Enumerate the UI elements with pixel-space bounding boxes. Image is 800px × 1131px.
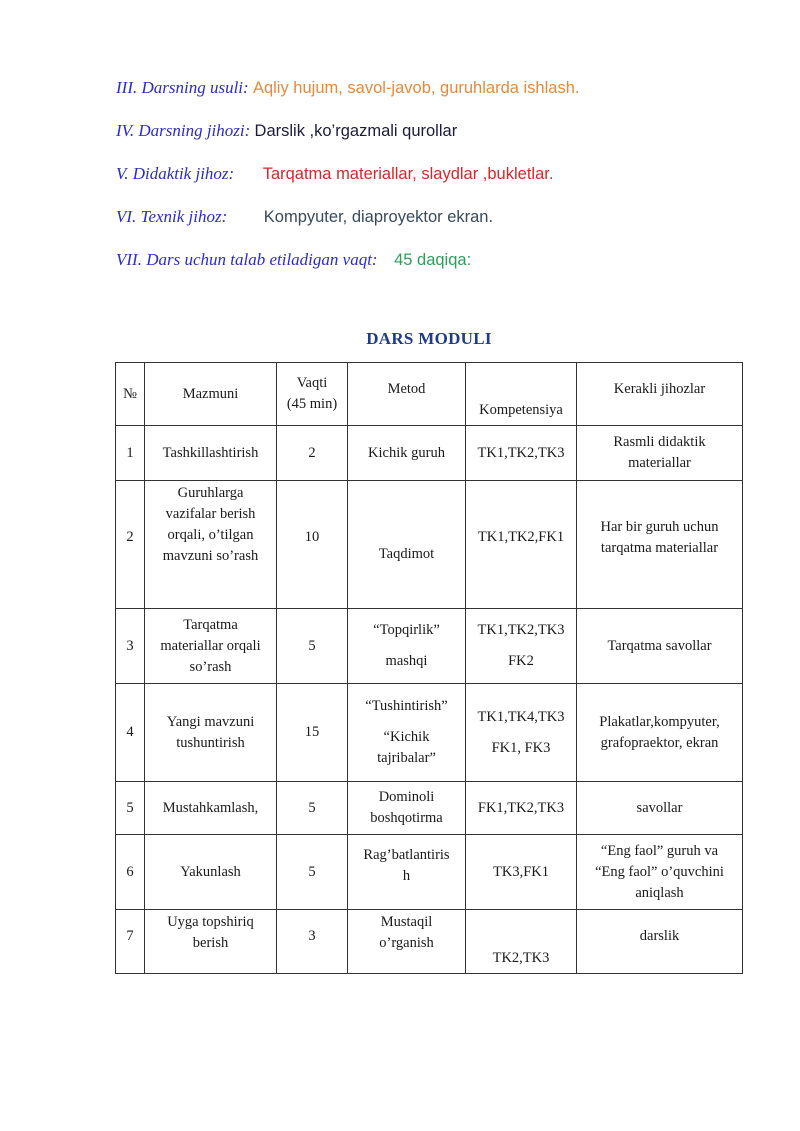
row-time: 5 <box>277 835 348 910</box>
equipment-line: savollar <box>636 799 683 816</box>
content-line: Yakunlash <box>180 863 241 880</box>
content-line: Uyga topshiriq <box>167 914 254 930</box>
method-line: o’rganish <box>379 935 434 951</box>
competence-line: TK1,TK4,TK3 <box>477 708 565 725</box>
info-label: VI. Texnik jihoz: <box>116 207 228 226</box>
method-line: Taqdimot <box>378 546 435 562</box>
info-label: V. Didaktik jihoz: <box>116 164 235 183</box>
content-line: mavzuni so’rash <box>162 548 259 564</box>
info-label: III. Darsning usuli: <box>116 78 249 97</box>
equipment-line: grafopraektor, ekran <box>600 734 719 751</box>
row-num: 7 <box>116 910 145 974</box>
info-label: VII. Dars uchun talab etiladigan vaqt: <box>116 250 378 269</box>
info-value: Tarqatma materiallar, slaydlar ,bukletlar. <box>262 165 554 183</box>
row-equipment <box>577 910 743 974</box>
content-line: tushuntirish <box>176 734 245 751</box>
equipment-line: “Eng faol” guruh va <box>600 842 719 859</box>
lesson-module-table <box>115 362 743 974</box>
row-equipment <box>577 481 743 609</box>
competence-line: TK1,TK2,TK3 <box>477 444 565 461</box>
method-line: Dominoli <box>378 789 435 805</box>
info-value: Darslik ,ko’rgazmali qurollar <box>254 122 458 140</box>
competence-line: TK3,FK1 <box>493 863 549 880</box>
content-line: Yangi mavzuni <box>166 713 255 730</box>
table-row <box>116 684 743 782</box>
method-line: mashqi <box>385 653 428 669</box>
info-label: IV. Darsning jihozi: <box>116 121 251 140</box>
header-time <box>277 363 348 426</box>
row-method <box>348 426 466 481</box>
row-equipment <box>577 609 743 684</box>
row-time: 5 <box>277 782 348 835</box>
header-content: Mazmuni <box>145 363 277 426</box>
row-time: 10 <box>277 481 348 609</box>
row-equipment <box>577 782 743 835</box>
competence-line: TK2,TK3 <box>492 950 550 966</box>
row-time: 5 <box>277 609 348 684</box>
info-value: 45 daqiqa: <box>394 251 472 269</box>
method-line: Rag’batlantiris <box>363 847 450 863</box>
equipment-line: darslik <box>639 928 680 944</box>
row-competence <box>466 684 577 782</box>
row-competence <box>466 609 577 684</box>
method-line: Mustaqil <box>380 914 433 930</box>
header-num: № <box>116 363 145 426</box>
row-method <box>348 609 466 684</box>
row-time: 3 <box>277 910 348 974</box>
row-num: 6 <box>116 835 145 910</box>
info-equipment-line <box>116 121 457 141</box>
row-method <box>348 481 466 609</box>
row-method <box>348 684 466 782</box>
content-line: berish <box>192 935 229 951</box>
row-num: 3 <box>116 609 145 684</box>
method-line: “Topqirlik” <box>373 622 440 638</box>
table-row <box>116 426 743 481</box>
row-competence <box>466 782 577 835</box>
row-content <box>145 684 277 782</box>
row-num: 4 <box>116 684 145 782</box>
content-line: materiallar orqali <box>160 637 261 654</box>
equipment-line: Rasmli didaktik <box>613 434 706 450</box>
row-equipment <box>577 684 743 782</box>
content-line: so’rash <box>189 658 232 675</box>
row-time: 15 <box>277 684 348 782</box>
row-equipment <box>577 835 743 910</box>
header-method: Metod <box>348 363 466 426</box>
method-line: “Tushintirish” <box>365 698 448 714</box>
equipment-line: Tarqatma savollar <box>607 637 712 654</box>
table-row <box>116 782 743 835</box>
row-num: 2 <box>116 481 145 609</box>
header-time-line-2: (45 min) <box>286 396 338 412</box>
table-row <box>116 835 743 910</box>
table-row <box>116 481 743 609</box>
competence-line: FK1,TK2,TK3 <box>477 799 565 816</box>
row-num: 1 <box>116 426 145 481</box>
method-line: h <box>402 868 411 884</box>
info-time-line <box>116 250 471 270</box>
header-time-line-1: Vaqti <box>296 375 328 391</box>
row-num: 5 <box>116 782 145 835</box>
content-line: Guruhlarga <box>177 485 244 501</box>
equipment-line: tarqatma materiallar <box>600 539 719 556</box>
content-line: Tashkillashtirish <box>162 444 259 461</box>
row-method <box>348 910 466 974</box>
row-competence <box>466 910 577 974</box>
competence-line: FK1, FK3 <box>491 739 551 756</box>
row-competence <box>466 426 577 481</box>
method-line: boshqotirma <box>370 810 443 826</box>
row-content <box>145 835 277 910</box>
table-row <box>116 609 743 684</box>
row-content <box>145 426 277 481</box>
module-title: DARS MODULI <box>366 329 492 348</box>
method-line: “Kichik <box>383 729 430 745</box>
method-line: tajribalar” <box>377 750 436 766</box>
row-content <box>145 609 277 684</box>
row-equipment <box>577 426 743 481</box>
row-method <box>348 835 466 910</box>
equipment-line: “Eng faol” o’quvchini <box>595 863 724 880</box>
content-line: orqali, o’tilgan <box>167 527 254 543</box>
row-competence <box>466 481 577 609</box>
row-content <box>145 481 277 609</box>
row-method <box>348 782 466 835</box>
info-method-line <box>116 78 579 98</box>
row-competence <box>466 835 577 910</box>
content-line: vazifalar berish <box>165 506 256 522</box>
info-technical-line <box>116 207 493 227</box>
competence-line: TK1,TK2,FK1 <box>477 529 565 545</box>
competence-line: TK1,TK2,TK3 <box>477 622 565 638</box>
equipment-line: Plakatlar,kompyuter, <box>599 713 720 730</box>
header-competence: Kompetensiya <box>466 363 577 426</box>
header-equipment: Kerakli jihozlar <box>577 363 743 426</box>
info-value: Kompyuter, diaproyektor ekran. <box>263 208 494 226</box>
content-line: Tarqatma <box>183 616 238 633</box>
row-content <box>145 782 277 835</box>
equipment-line: materiallar <box>628 455 691 471</box>
info-value: Aqliy hujum, savol-javob, guruhlarda ishlash. <box>252 79 580 97</box>
row-time: 2 <box>277 426 348 481</box>
equipment-line: Har bir guruh uchun <box>600 518 719 535</box>
competence-line: FK2 <box>508 653 534 669</box>
content-line: Mustahkamlash, <box>162 799 259 816</box>
method-line: Kichik guruh <box>368 444 445 461</box>
row-content <box>145 910 277 974</box>
info-didactic-line <box>116 164 553 184</box>
equipment-line: aniqlash <box>635 884 684 901</box>
table-header-row <box>116 363 743 426</box>
table-row <box>116 910 743 974</box>
